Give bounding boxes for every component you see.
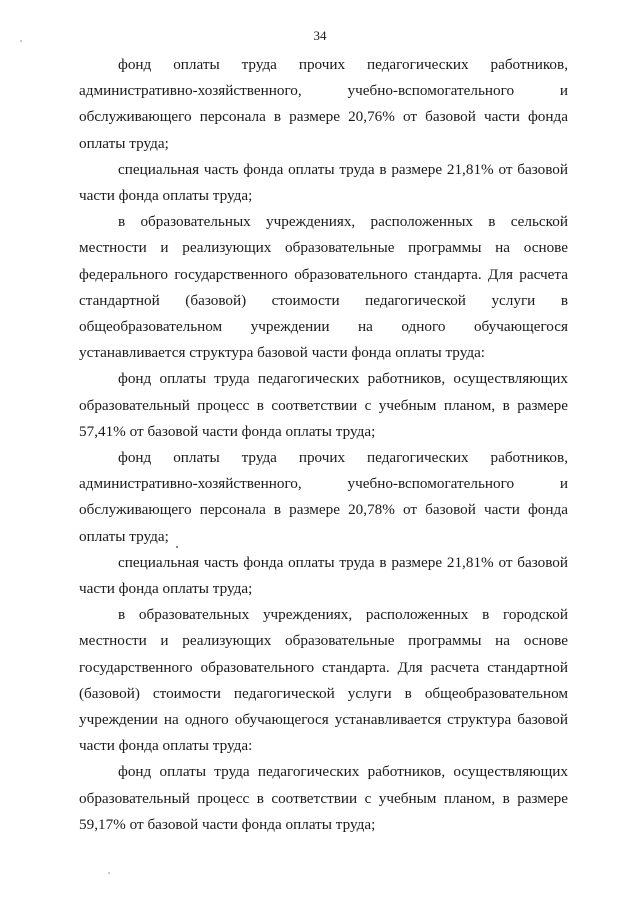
paragraph-special-part-2: специальная часть фонда оплаты труда в размере 21,81% от базовой части фонда оплаты труда; — [79, 553, 568, 598]
paragraph-fot-other-staff-1: фонд оплаты труда прочих педагогических работников, административно-хозяйственного, учебно-вспомогательного и обслуживающего персонала в размере 20,76% от базовой части фонда оплаты труда; — [79, 56, 568, 152]
paragraph-fot-other-staff-2: фонд оплаты труда прочих педагогических работников, административно-хозяйственного, учебно-вспомогательного и обслуживающего персонала в размере 20,78% от базовой части фонда оплаты труда; — [79, 449, 568, 545]
page-number: 34 — [313, 28, 327, 43]
paragraph-special-part-1: специальная часть фонда оплаты труда в размере 21,81% от базовой части фонда оплаты труда; — [79, 160, 568, 205]
paragraph-fot-teachers-1: фонд оплаты труда педагогических работников, осуществляющих образовательный процесс в соответствии с учебным планом, в размере 57,41% от базовой части фонда оплаты труда; — [79, 370, 568, 440]
paragraph-rural-schools: в образовательных учреждениях, расположенных в сельской местности и реализующих образовательные программы на основе федерального государственного образовательного стандарта. Для расчета стандартной (базовой) стоимости педагогической услуги в общеобразовательном учреждении на одного обучающегося устанавливается структура базовой части фонда оплаты труда: — [79, 213, 568, 362]
scan-speck — [176, 546, 178, 548]
paragraph-fot-teachers-2: фонд оплаты труда педагогических работников, осуществляющих образовательный процесс в соответствии с учебным планом, в размере 59,17% от базовой части фонда оплаты труда; — [79, 763, 568, 833]
paragraph-urban-schools: в образовательных учреждениях, расположенных в городской местности и реализующих образовательные программы на основе государственного образовательного стандарта. Для расчета стандартной (базовой) стоимости педагогической услуги в общеобразовательном учреждении на одного обучающегося устанавливается структура базовой части фонда оплаты труда: — [79, 606, 568, 755]
document-body — [79, 52, 568, 838]
scan-speck — [108, 872, 110, 874]
scan-speck — [20, 40, 22, 42]
